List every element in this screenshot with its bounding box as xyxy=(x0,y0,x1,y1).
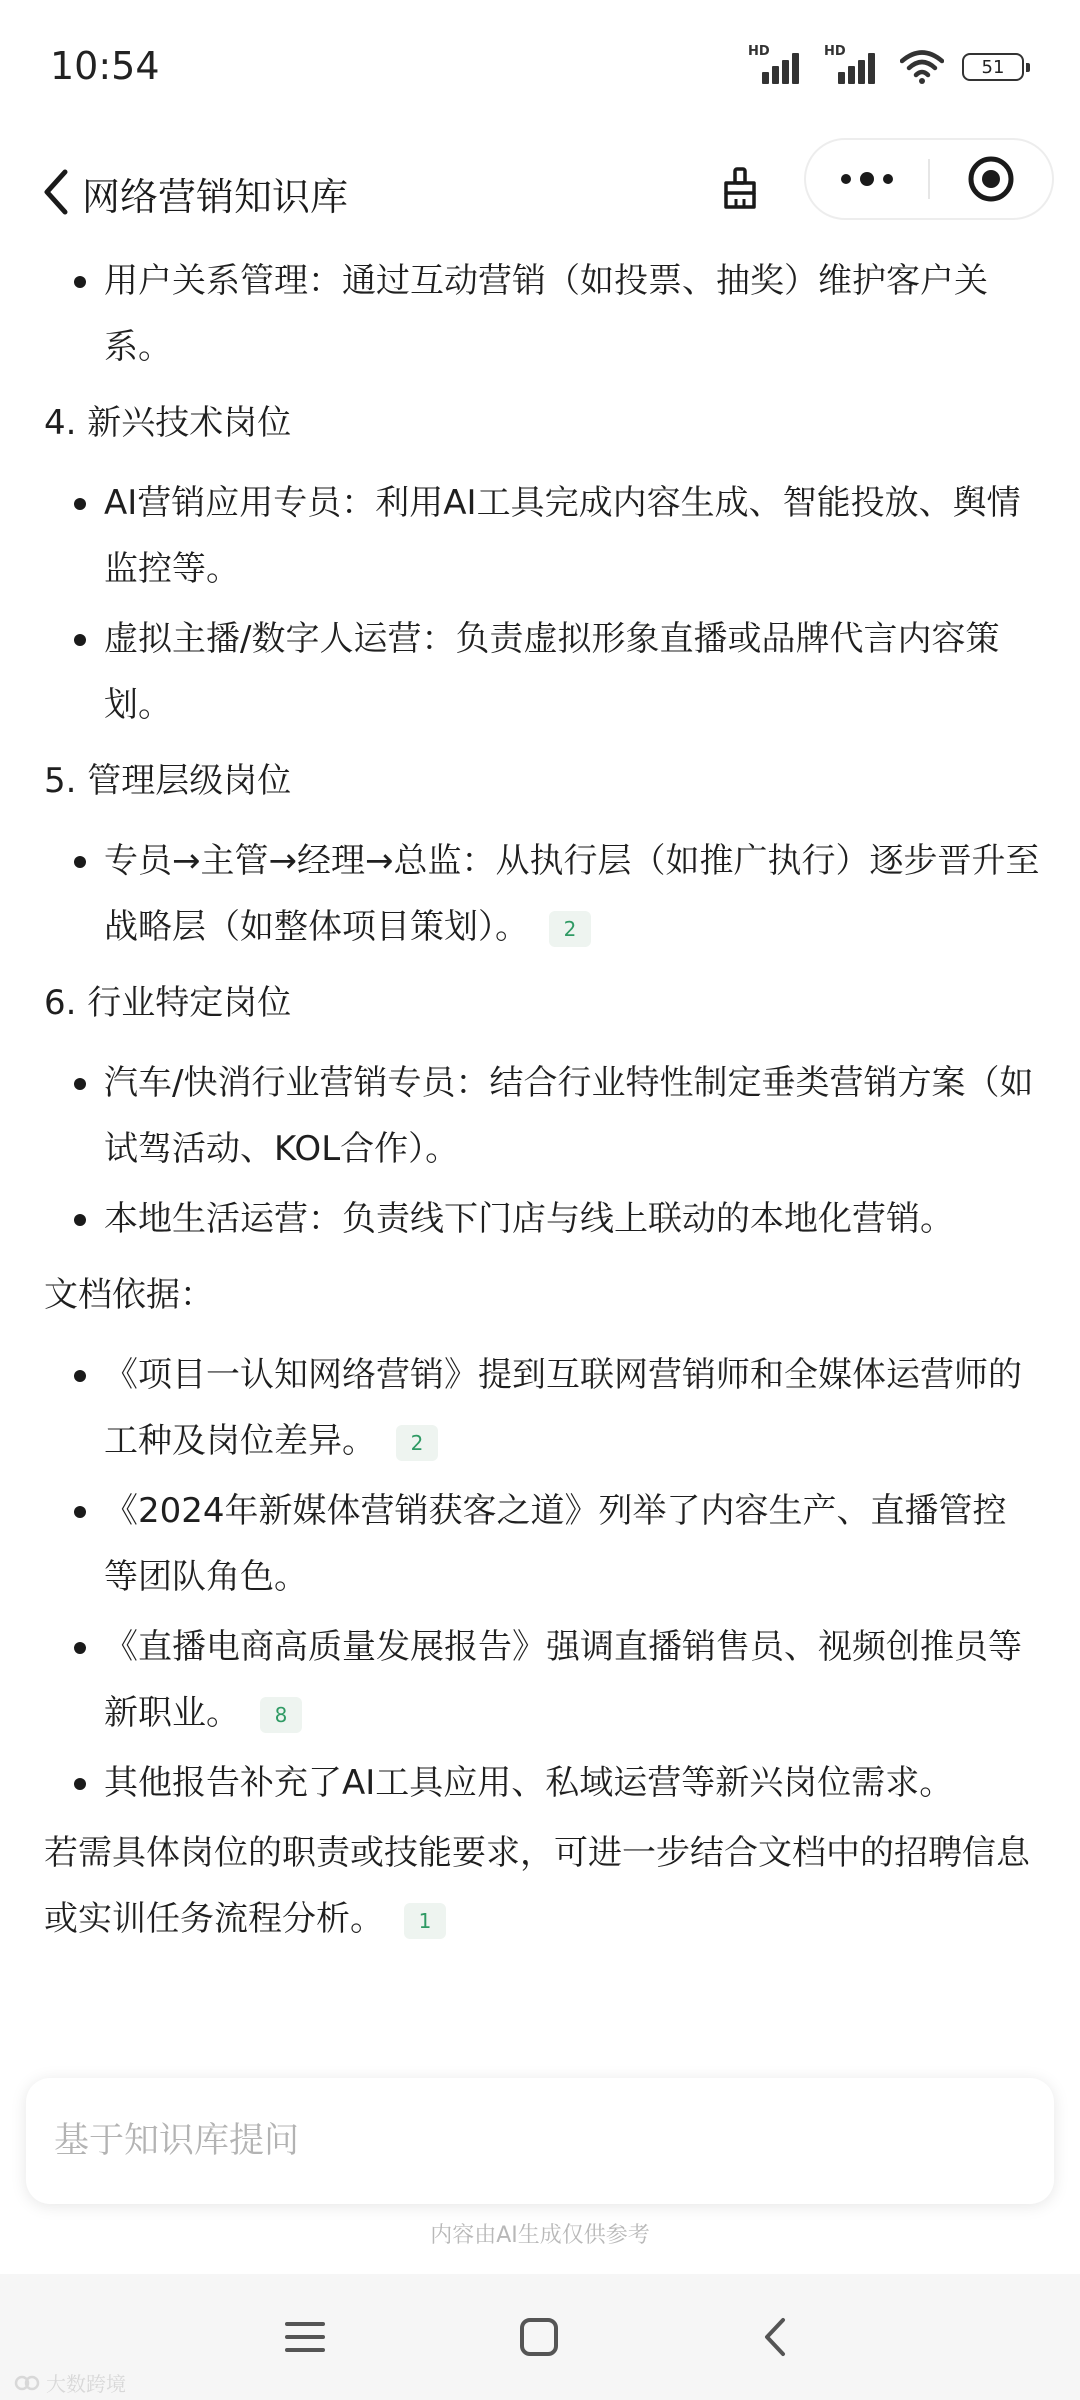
wifi-icon xyxy=(900,50,944,84)
bullet-icon xyxy=(74,1642,86,1654)
signal-hd-label: HD xyxy=(748,44,770,59)
bullet-icon xyxy=(74,1370,86,1382)
bullet-icon xyxy=(74,1078,86,1090)
mini-program-capsule xyxy=(804,138,1054,220)
brush-icon xyxy=(720,166,760,210)
question-input[interactable] xyxy=(52,2112,1016,2170)
system-back-button[interactable] xyxy=(742,2304,808,2370)
brush-button[interactable] xyxy=(700,138,780,238)
watermark-text: 大数跨境 xyxy=(46,2372,126,2396)
list-item-text: AI营销应用专员：利用AI工具完成内容生成、智能投放、舆情监控等。 xyxy=(104,483,1021,589)
list-item xyxy=(104,470,1040,602)
section-heading: 6. 行业特定岗位 xyxy=(44,983,292,1023)
bullet-icon xyxy=(74,1214,86,1226)
answer-content xyxy=(0,248,1080,1952)
target-icon xyxy=(966,154,1016,204)
section-heading: 5. 管理层级岗位 xyxy=(44,761,292,801)
list-item-text: 汽车/快消行业营销专员：结合行业特性制定垂类营销方案（如试驾活动、KOL合作）。 xyxy=(104,1063,1034,1169)
status-time: 10:54 xyxy=(50,44,160,88)
list-item xyxy=(104,1614,1040,1746)
signal-hd-label: HD xyxy=(824,44,846,59)
list-item xyxy=(104,1750,1040,1816)
menu-button[interactable] xyxy=(272,2304,338,2370)
list-item-text: 虚拟主播/数字人运营：负责虚拟形象直播或品牌代言内容策划。 xyxy=(104,619,1000,725)
bullet-icon xyxy=(74,498,86,510)
citation-badge[interactable]: 1 xyxy=(404,1903,446,1939)
bullet-icon xyxy=(74,276,86,288)
bullet-icon xyxy=(74,1778,86,1790)
home-icon xyxy=(519,2317,559,2357)
more-icon xyxy=(839,172,895,186)
home-button[interactable] xyxy=(506,2304,572,2370)
battery-icon xyxy=(962,53,1024,81)
close-button[interactable] xyxy=(930,140,1052,218)
signal-icon xyxy=(748,44,806,84)
section-heading: 文档依据： xyxy=(44,1275,214,1315)
list-item xyxy=(104,1342,1040,1474)
back-icon xyxy=(761,2317,789,2357)
page-title: 网络营销知识库 xyxy=(82,175,349,219)
battery-level: 51 xyxy=(981,56,1005,78)
watermark-logo-icon xyxy=(14,2374,40,2392)
bullet-icon xyxy=(74,634,86,646)
section-heading: 4. 新兴技术岗位 xyxy=(44,403,292,443)
status-icons xyxy=(748,44,1024,84)
back-icon xyxy=(41,168,71,216)
citation-badge[interactable]: 2 xyxy=(549,911,591,947)
citation-badge[interactable]: 8 xyxy=(260,1697,302,1733)
ask-box xyxy=(26,2078,1054,2204)
list-item-text: 本地生活运营：负责线下门店与线上联动的本地化营销。 xyxy=(104,1199,954,1239)
menu-icon xyxy=(285,2320,325,2354)
list-item-text: 其他报告补充了AI工具应用、私域运营等新兴岗位需求。 xyxy=(104,1763,954,1803)
list-item xyxy=(104,828,1040,960)
back-button[interactable] xyxy=(26,160,86,224)
status-bar xyxy=(0,0,1080,138)
list-item-text: 《2024年新媒体营销获客之道》列举了内容生产、直播管控等团队角色。 xyxy=(104,1491,1007,1597)
list-item-text: 用户关系管理：通过互动营销（如投票、抽奖）维护客户关系。 xyxy=(104,261,988,367)
list-item xyxy=(104,248,1040,380)
list-item xyxy=(104,1186,1040,1252)
citation-badge[interactable]: 2 xyxy=(396,1425,438,1461)
list-item-text: 《直播电商高质量发展报告》强调直播销售员、视频创推员等新职业。 xyxy=(104,1627,1022,1733)
signal-icon xyxy=(824,44,882,84)
list-item xyxy=(104,606,1040,738)
system-nav-bar xyxy=(0,2274,1080,2400)
bullet-icon xyxy=(74,1506,86,1518)
list-item-text: 专员→主管→经理→总监：从执行层（如推广执行）逐步晋升至战略层（如整体项目策划）。 xyxy=(104,841,1040,947)
list-item-text: 《项目一认知网络营销》提到互联网营销师和全媒体运营师的工种及岗位差异。 xyxy=(104,1355,1022,1461)
watermark xyxy=(14,2368,126,2397)
bullet-icon xyxy=(74,856,86,868)
list-item xyxy=(104,1050,1040,1182)
nav-bar xyxy=(0,138,1080,248)
closing-paragraph xyxy=(44,1820,1044,1952)
more-button[interactable] xyxy=(806,140,928,218)
list-item xyxy=(104,1478,1040,1610)
ai-disclaimer: 内容由AI生成仅供参考 xyxy=(430,2223,650,2248)
closing-text: 若需具体岗位的职责或技能要求，可进一步结合文档中的招聘信息或实训任务流程分析。 xyxy=(44,1833,1030,1939)
